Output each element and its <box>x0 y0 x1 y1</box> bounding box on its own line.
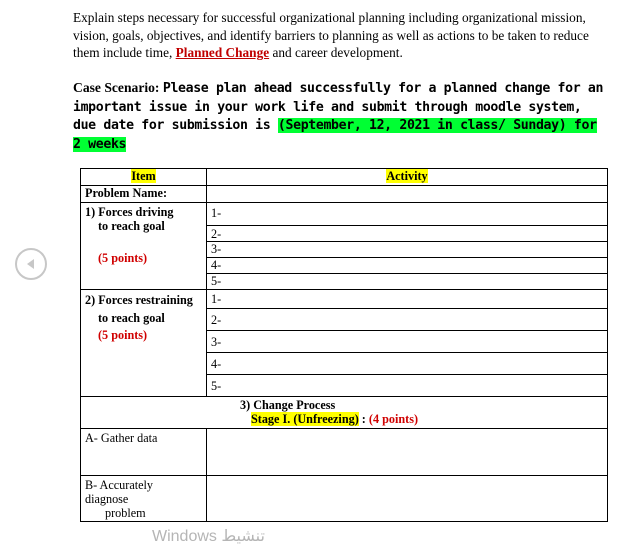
item-number: 5- <box>211 379 222 393</box>
restraining-force-5[interactable] <box>207 375 608 397</box>
driving-force-5[interactable] <box>207 274 608 290</box>
gather-data-value[interactable] <box>207 429 608 476</box>
previous-page-button[interactable] <box>15 248 47 280</box>
instructions-text: Explain steps necessary for successful organizational planning including organizational mission, vision, goals, objectives, and identify barriers to planning as well as actions to be taken to reduce them include time, <box>73 10 589 60</box>
item-number: 2- <box>211 313 222 327</box>
forces-restraining-points: (5 points) <box>98 328 148 342</box>
header-item-cell <box>81 169 207 186</box>
diagnose-line-1: B- Accurately <box>85 478 154 492</box>
problem-name-value[interactable] <box>207 186 608 203</box>
diagnose-line-2: diagnose <box>85 492 129 506</box>
table-row <box>81 203 608 226</box>
item-number: 1- <box>211 206 222 220</box>
duration: for 2 weeks <box>73 118 597 153</box>
instructions-text-end: and career development. <box>269 45 403 60</box>
table-row <box>81 186 608 203</box>
due-date: (September, 12, 2021 in class/ Sunday) <box>277 118 567 134</box>
planning-table <box>80 168 608 522</box>
item-number: 3- <box>211 242 222 256</box>
case-scenario <box>73 79 608 154</box>
chevron-left-icon <box>24 257 38 271</box>
case-scenario-text: Please plan ahead successfully for a planned change for an important issue in your work life and submit through moodle system, due date for submission is <box>73 81 604 134</box>
restraining-force-4[interactable] <box>207 353 608 375</box>
item-number: 3- <box>211 335 222 349</box>
gather-data-label <box>81 429 207 476</box>
diagnose-line-3: problem <box>105 506 146 520</box>
stage-separator: : <box>358 412 369 426</box>
restraining-force-2[interactable] <box>207 309 608 331</box>
diagnose-label <box>81 476 207 522</box>
forces-driving-cell <box>81 203 207 290</box>
driving-force-4[interactable] <box>207 258 608 274</box>
forces-driving-points: (5 points) <box>98 251 148 265</box>
forces-restraining-subtitle: to reach goal <box>98 311 165 325</box>
header-item: Item <box>131 169 156 183</box>
forces-driving-subtitle: to reach goal <box>98 219 165 233</box>
stage-label: Stage I. (Unfreezing) <box>251 412 359 426</box>
item-number: 4- <box>211 258 222 272</box>
problem-name-label: Problem Name: <box>81 186 207 203</box>
item-number: 4- <box>211 357 222 371</box>
table-row <box>81 290 608 309</box>
table-row <box>81 429 608 476</box>
instructions-paragraph <box>73 9 603 62</box>
driving-force-2[interactable] <box>207 226 608 242</box>
forces-restraining-title: 2) Forces restraining <box>85 293 193 307</box>
item-number: 1- <box>211 292 222 306</box>
table-row <box>81 397 608 429</box>
restraining-force-3[interactable] <box>207 331 608 353</box>
change-process-cell <box>81 397 608 429</box>
table-row <box>81 476 608 522</box>
forces-driving-title: 1) Forces driving <box>85 205 174 219</box>
case-scenario-label: Case Scenario: <box>73 80 163 95</box>
gather-data-text: A- Gather data <box>85 431 158 445</box>
restraining-force-1[interactable] <box>207 290 608 309</box>
item-number: 2- <box>211 227 222 241</box>
diagnose-value[interactable] <box>207 476 608 522</box>
stage-points: (4 points) <box>368 412 419 426</box>
planned-change-link: Planned Change <box>175 45 270 60</box>
forces-restraining-cell <box>81 290 207 397</box>
header-activity-cell <box>207 169 608 186</box>
driving-force-3[interactable] <box>207 242 608 258</box>
change-process-title: 3) Change Process <box>240 398 336 412</box>
windows-activation-watermark: Windows تنشيط <box>152 528 265 545</box>
item-number: 5- <box>211 274 222 288</box>
table-header-row <box>81 169 608 186</box>
driving-force-1[interactable] <box>207 203 608 226</box>
header-activity: Activity <box>386 169 428 183</box>
